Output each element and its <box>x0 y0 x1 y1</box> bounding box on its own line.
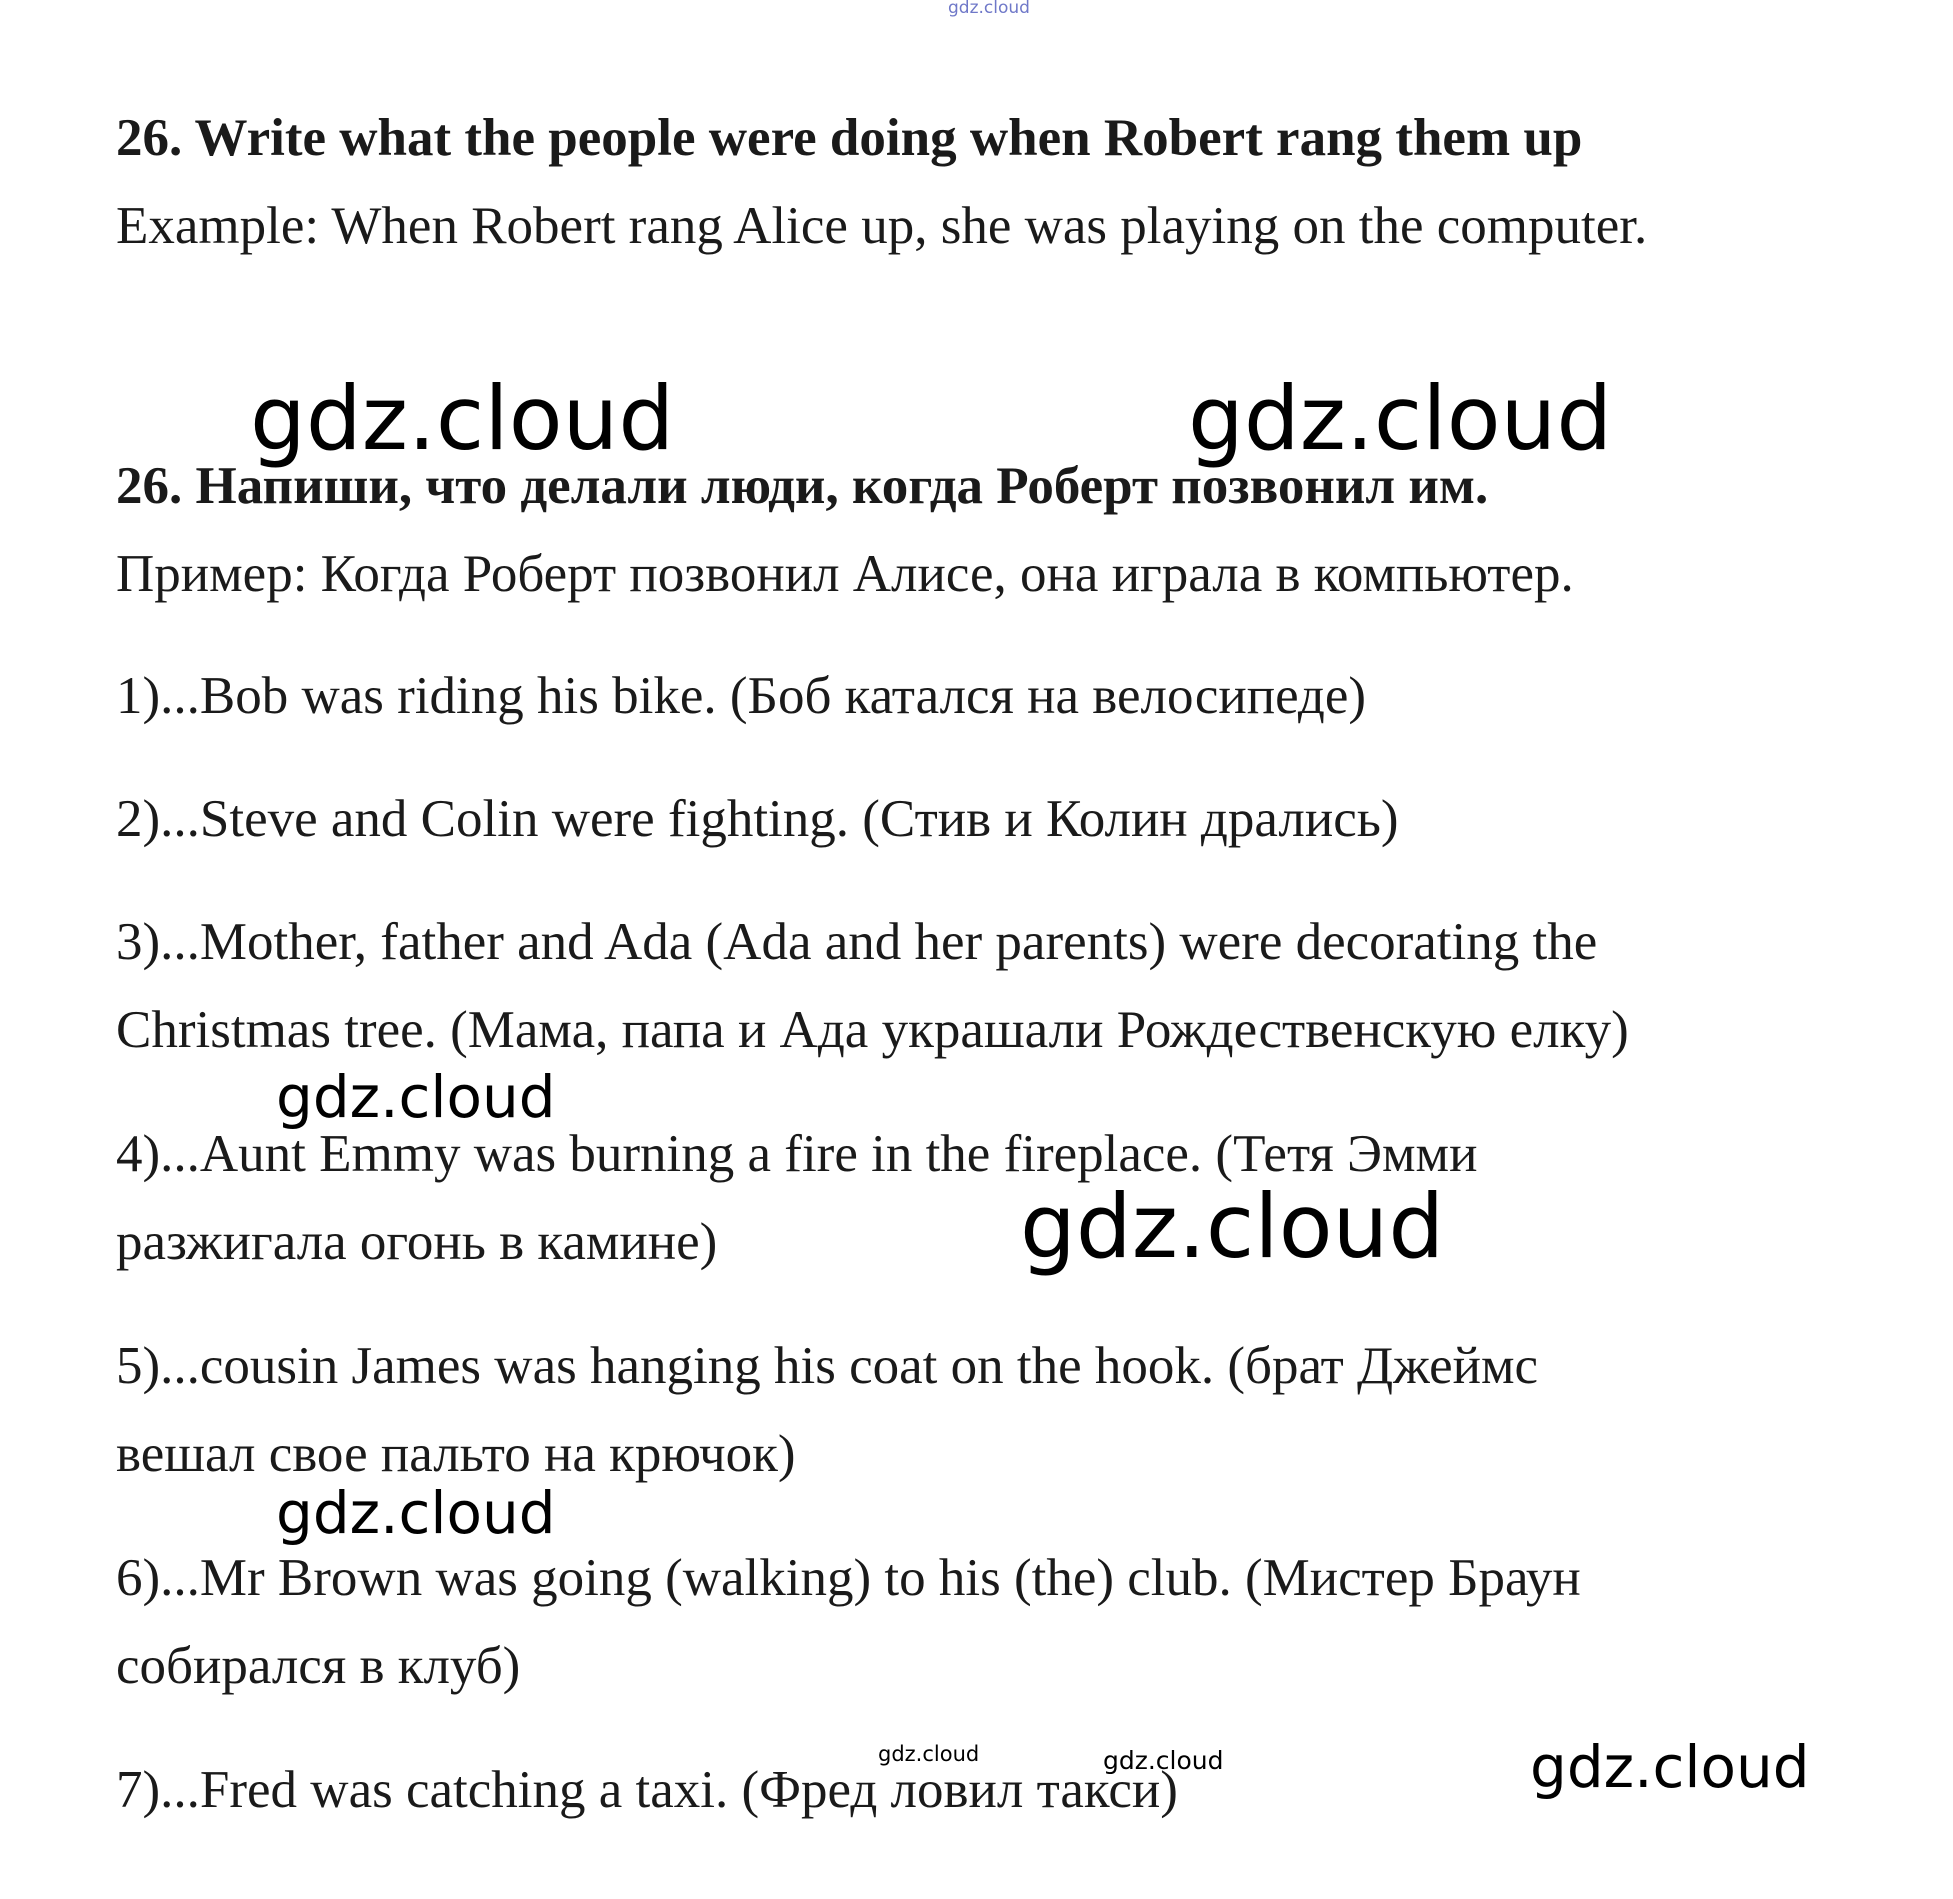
watermark-top: gdz.cloud <box>948 0 1030 18</box>
answer-7-line-1: 7)...Fred was catching a taxi. (Фред ловил такси) <box>116 1761 1178 1819</box>
answer-6-line-1: 6)...Mr Brown was going (walking) to his (the) club. (Мистер Браун <box>116 1549 1581 1607</box>
english-heading: 26. Write what the people were doing when Robert rang them up <box>116 109 1583 167</box>
answer-3-line-1: 3)...Mother, father and Ada (Ada and her parents) were decorating the <box>116 913 1598 971</box>
answer-5-line-2: вешал свое пальто на крючок) <box>116 1425 796 1483</box>
answer-3-line-2: Christmas tree. (Мама, папа и Ада украшали Рождественскую елку) <box>116 1001 1629 1059</box>
watermark-1: gdz.cloud <box>250 367 675 470</box>
answer-4-line-1: 4)...Aunt Emmy was burning a fire in the fireplace. (Тетя Эмми <box>116 1125 1478 1183</box>
watermark-2: gdz.cloud <box>1188 367 1613 470</box>
english-example: Example: When Robert rang Alice up, she was playing on the computer. <box>116 197 1648 255</box>
answer-5-line-1: 5)...cousin James was hanging his coat on the hook. (брат Джеймс <box>116 1337 1539 1395</box>
watermark-4: gdz.cloud <box>1020 1175 1445 1278</box>
russian-heading: 26. Напиши, что делали люди, когда Роберт позвонил им. <box>116 457 1489 515</box>
answer-1-line-1: 1)...Bob was riding his bike. (Боб катался на велосипеде) <box>116 667 1367 725</box>
watermark-8: gdz.cloud <box>1530 1733 1810 1801</box>
answer-4-line-2: разжигала огонь в камине) <box>116 1213 718 1271</box>
watermark-3: gdz.cloud <box>276 1063 556 1131</box>
watermark-6: gdz.cloud <box>878 1742 980 1766</box>
watermark-7: gdz.cloud <box>1103 1746 1224 1775</box>
answer-2-line-1: 2)...Steve and Colin were fighting. (Стив и Колин дрались) <box>116 790 1399 848</box>
answer-6-line-2: собирался в клуб) <box>116 1637 521 1695</box>
russian-example: Пример: Когда Роберт позвонил Алисе, она играла в компьютер. <box>116 545 1574 603</box>
watermark-5: gdz.cloud <box>276 1479 556 1547</box>
